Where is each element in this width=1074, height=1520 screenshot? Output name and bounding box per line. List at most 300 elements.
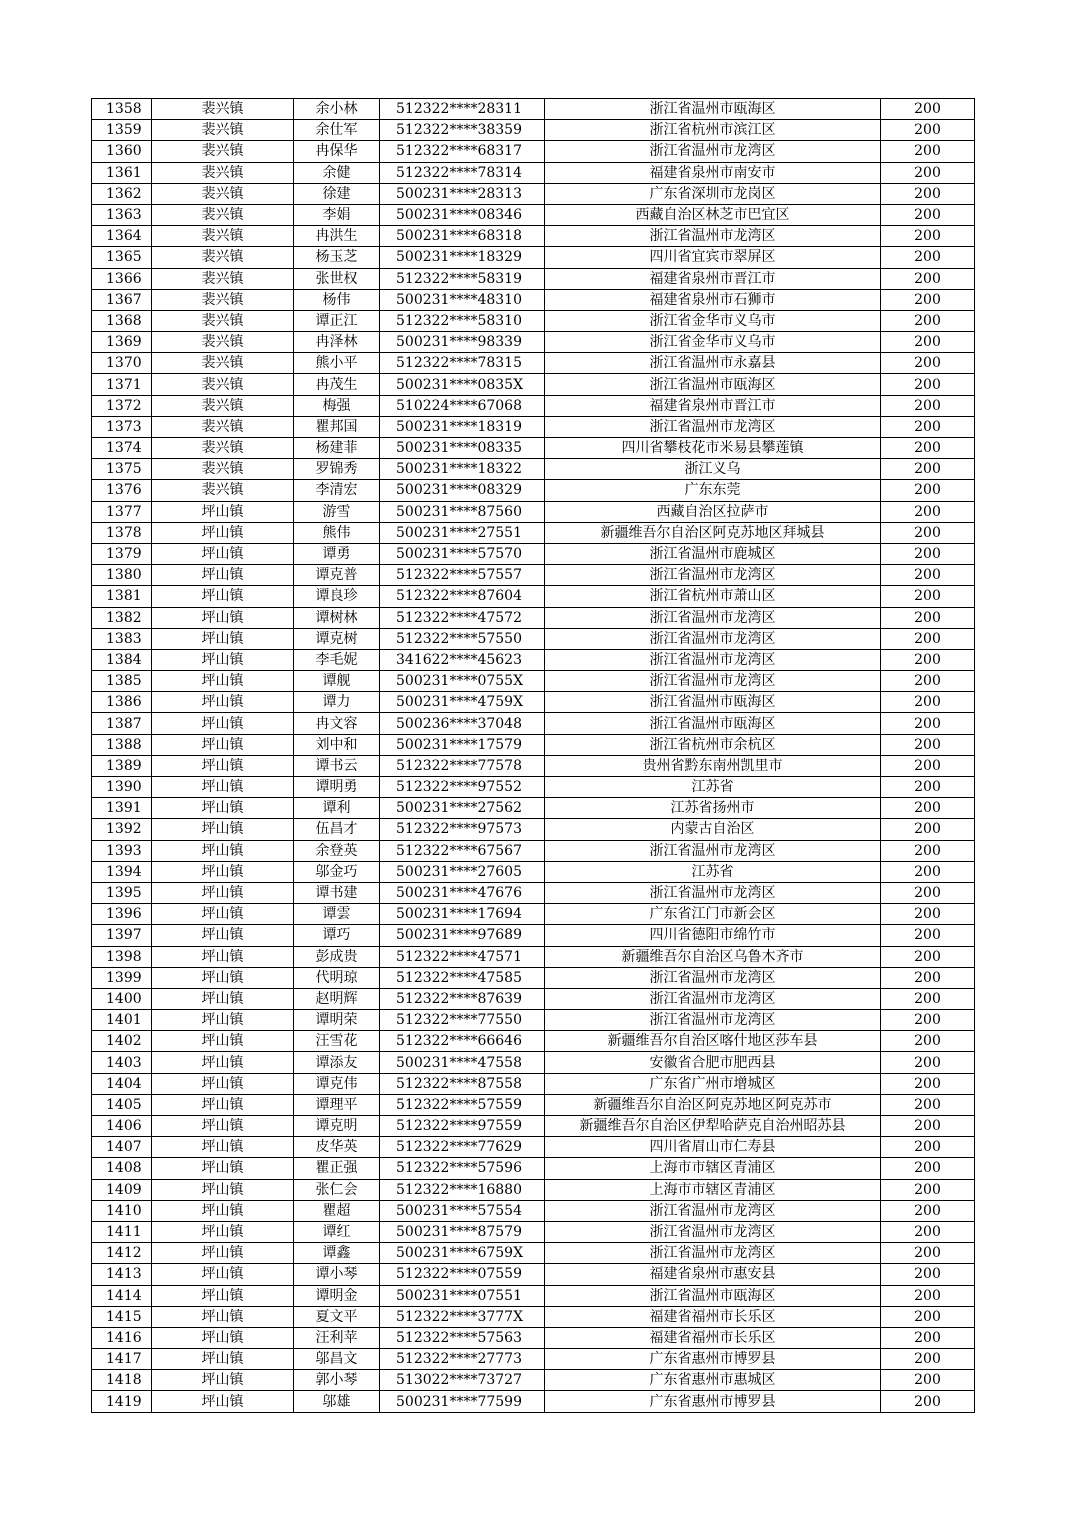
amount-cell: 200 <box>881 1073 975 1094</box>
town-cell: 坪山镇 <box>152 1306 294 1327</box>
id-number-cell: 500231****18329 <box>380 247 545 268</box>
work-location-cell: 福建省泉州市南安市 <box>545 162 881 183</box>
town-cell: 坪山镇 <box>152 798 294 819</box>
town-cell: 裴兴镇 <box>152 204 294 225</box>
table-row <box>92 586 975 607</box>
work-location-cell: 福建省福州市长乐区 <box>545 1306 881 1327</box>
id-number-cell: 512322****47571 <box>380 946 545 967</box>
amount-cell: 200 <box>881 1116 975 1137</box>
row-number-cell: 1399 <box>92 967 152 988</box>
id-number-cell: 500231****18322 <box>380 459 545 480</box>
table-row <box>92 1200 975 1221</box>
table-row <box>92 798 975 819</box>
person-name-cell: 谭红 <box>294 1221 380 1242</box>
row-number-cell: 1409 <box>92 1179 152 1200</box>
town-cell: 坪山镇 <box>152 522 294 543</box>
person-name-cell: 瞿超 <box>294 1200 380 1221</box>
id-number-cell: 512322****07559 <box>380 1264 545 1285</box>
work-location-cell: 四川省宜宾市翠屏区 <box>545 247 881 268</box>
town-cell: 裴兴镇 <box>152 120 294 141</box>
table-row <box>92 1010 975 1031</box>
person-name-cell: 余健 <box>294 162 380 183</box>
row-number-cell: 1401 <box>92 1010 152 1031</box>
town-cell: 坪山镇 <box>152 1285 294 1306</box>
id-number-cell: 500231****17579 <box>380 734 545 755</box>
id-number-cell: 500231****17694 <box>380 904 545 925</box>
amount-cell: 200 <box>881 713 975 734</box>
person-name-cell: 谭明荣 <box>294 1010 380 1031</box>
person-name-cell: 瞿邦国 <box>294 416 380 437</box>
amount-cell: 200 <box>881 904 975 925</box>
id-number-cell: 512322****78315 <box>380 353 545 374</box>
row-number-cell: 1412 <box>92 1243 152 1264</box>
person-name-cell: 余仕军 <box>294 120 380 141</box>
id-number-cell: 500231****27562 <box>380 798 545 819</box>
amount-cell: 200 <box>881 671 975 692</box>
row-number-cell: 1391 <box>92 798 152 819</box>
person-name-cell: 瞿正强 <box>294 1158 380 1179</box>
town-cell: 坪山镇 <box>152 1370 294 1391</box>
person-name-cell: 代明琼 <box>294 967 380 988</box>
amount-cell: 200 <box>881 1094 975 1115</box>
person-name-cell: 邬昌文 <box>294 1349 380 1370</box>
amount-cell: 200 <box>881 395 975 416</box>
work-location-cell: 广东省惠州市博罗县 <box>545 1349 881 1370</box>
person-name-cell: 皮华英 <box>294 1137 380 1158</box>
person-name-cell: 谭明金 <box>294 1285 380 1306</box>
work-location-cell: 西藏自治区拉萨市 <box>545 501 881 522</box>
work-location-cell: 上海市市辖区青浦区 <box>545 1158 881 1179</box>
id-number-cell: 500231****08346 <box>380 204 545 225</box>
town-cell: 坪山镇 <box>152 946 294 967</box>
amount-cell: 200 <box>881 755 975 776</box>
work-location-cell: 新疆维吾尔自治区阿克苏地区拜城县 <box>545 522 881 543</box>
person-name-cell: 杨建菲 <box>294 438 380 459</box>
town-cell: 坪山镇 <box>152 1221 294 1242</box>
person-name-cell: 谭雲 <box>294 904 380 925</box>
town-cell: 坪山镇 <box>152 1327 294 1348</box>
work-location-cell: 江苏省 <box>545 777 881 798</box>
row-number-cell: 1390 <box>92 777 152 798</box>
table-row <box>92 543 975 564</box>
work-location-cell: 江苏省扬州市 <box>545 798 881 819</box>
row-number-cell: 1384 <box>92 649 152 670</box>
work-location-cell: 浙江省温州市龙湾区 <box>545 967 881 988</box>
id-number-cell: 512322****68317 <box>380 141 545 162</box>
id-number-cell: 512322****87604 <box>380 586 545 607</box>
town-cell: 坪山镇 <box>152 882 294 903</box>
amount-cell: 200 <box>881 607 975 628</box>
amount-cell: 200 <box>881 416 975 437</box>
table-row <box>92 1221 975 1242</box>
person-name-cell: 李娟 <box>294 204 380 225</box>
work-location-cell: 浙江省温州市龙湾区 <box>545 141 881 162</box>
row-number-cell: 1373 <box>92 416 152 437</box>
work-location-cell: 广东省惠州市博罗县 <box>545 1391 881 1412</box>
person-name-cell: 谭书建 <box>294 882 380 903</box>
id-number-cell: 512322****57563 <box>380 1327 545 1348</box>
town-cell: 坪山镇 <box>152 1200 294 1221</box>
table-row <box>92 819 975 840</box>
amount-cell: 200 <box>881 1264 975 1285</box>
row-number-cell: 1407 <box>92 1137 152 1158</box>
row-number-cell: 1381 <box>92 586 152 607</box>
table-row <box>92 99 975 120</box>
amount-cell: 200 <box>881 120 975 141</box>
person-name-cell: 汪雪花 <box>294 1031 380 1052</box>
table-row <box>92 438 975 459</box>
table-row <box>92 1391 975 1412</box>
table-row <box>92 1116 975 1137</box>
amount-cell: 200 <box>881 1158 975 1179</box>
table-row <box>92 1094 975 1115</box>
person-name-cell: 谭树林 <box>294 607 380 628</box>
amount-cell: 200 <box>881 649 975 670</box>
person-name-cell: 夏文平 <box>294 1306 380 1327</box>
town-cell: 坪山镇 <box>152 501 294 522</box>
table-row <box>92 755 975 776</box>
person-name-cell: 张世权 <box>294 268 380 289</box>
id-number-cell: 500231****87579 <box>380 1221 545 1242</box>
amount-cell: 200 <box>881 946 975 967</box>
id-number-cell: 500231****47558 <box>380 1052 545 1073</box>
town-cell: 坪山镇 <box>152 1391 294 1412</box>
town-cell: 坪山镇 <box>152 649 294 670</box>
id-number-cell: 512322****57550 <box>380 628 545 649</box>
id-number-cell: 500231****27551 <box>380 522 545 543</box>
table-row <box>92 289 975 310</box>
person-name-cell: 谭克普 <box>294 565 380 586</box>
amount-cell: 200 <box>881 1370 975 1391</box>
work-location-cell: 四川省眉山市仁寿县 <box>545 1137 881 1158</box>
table-row <box>92 141 975 162</box>
id-number-cell: 512322****77550 <box>380 1010 545 1031</box>
row-number-cell: 1377 <box>92 501 152 522</box>
amount-cell: 200 <box>881 353 975 374</box>
amount-cell: 200 <box>881 819 975 840</box>
id-number-cell: 512322****58319 <box>380 268 545 289</box>
id-number-cell: 500231****98339 <box>380 332 545 353</box>
town-cell: 坪山镇 <box>152 713 294 734</box>
id-number-cell: 500231****97689 <box>380 925 545 946</box>
town-cell: 裴兴镇 <box>152 289 294 310</box>
table-row <box>92 734 975 755</box>
person-name-cell: 邬金巧 <box>294 861 380 882</box>
row-number-cell: 1363 <box>92 204 152 225</box>
row-number-cell: 1388 <box>92 734 152 755</box>
row-number-cell: 1413 <box>92 1264 152 1285</box>
table-row <box>92 967 975 988</box>
person-name-cell: 张仁会 <box>294 1179 380 1200</box>
person-name-cell: 杨玉芝 <box>294 247 380 268</box>
amount-cell: 200 <box>881 268 975 289</box>
person-name-cell: 冉洪生 <box>294 226 380 247</box>
work-location-cell: 新疆维吾尔自治区阿克苏地区阿克苏市 <box>545 1094 881 1115</box>
row-number-cell: 1359 <box>92 120 152 141</box>
town-cell: 坪山镇 <box>152 692 294 713</box>
row-number-cell: 1419 <box>92 1391 152 1412</box>
town-cell: 坪山镇 <box>152 755 294 776</box>
row-number-cell: 1382 <box>92 607 152 628</box>
row-number-cell: 1370 <box>92 353 152 374</box>
row-number-cell: 1405 <box>92 1094 152 1115</box>
table-row <box>92 565 975 586</box>
table-row <box>92 162 975 183</box>
amount-cell: 200 <box>881 332 975 353</box>
work-location-cell: 新疆维吾尔自治区伊犁哈萨克自治州昭苏县 <box>545 1116 881 1137</box>
person-name-cell: 邬雄 <box>294 1391 380 1412</box>
id-number-cell: 512322****57557 <box>380 565 545 586</box>
town-cell: 裴兴镇 <box>152 374 294 395</box>
row-number-cell: 1387 <box>92 713 152 734</box>
row-number-cell: 1402 <box>92 1031 152 1052</box>
town-cell: 裴兴镇 <box>152 438 294 459</box>
row-number-cell: 1417 <box>92 1349 152 1370</box>
row-number-cell: 1362 <box>92 183 152 204</box>
amount-cell: 200 <box>881 1010 975 1031</box>
town-cell: 坪山镇 <box>152 1264 294 1285</box>
table-row <box>92 988 975 1009</box>
row-number-cell: 1408 <box>92 1158 152 1179</box>
row-number-cell: 1360 <box>92 141 152 162</box>
work-location-cell: 浙江省温州市瓯海区 <box>545 1285 881 1306</box>
row-number-cell: 1404 <box>92 1073 152 1094</box>
work-location-cell: 浙江省温州市龙湾区 <box>545 1010 881 1031</box>
amount-cell: 200 <box>881 925 975 946</box>
work-location-cell: 上海市市辖区青浦区 <box>545 1179 881 1200</box>
town-cell: 坪山镇 <box>152 1010 294 1031</box>
person-name-cell: 梅强 <box>294 395 380 416</box>
row-number-cell: 1418 <box>92 1370 152 1391</box>
town-cell: 裴兴镇 <box>152 459 294 480</box>
work-location-cell: 浙江省温州市龙湾区 <box>545 628 881 649</box>
amount-cell: 200 <box>881 861 975 882</box>
amount-cell: 200 <box>881 141 975 162</box>
amount-cell: 200 <box>881 99 975 120</box>
person-name-cell: 余小林 <box>294 99 380 120</box>
work-location-cell: 浙江省温州市瓯海区 <box>545 713 881 734</box>
town-cell: 坪山镇 <box>152 1031 294 1052</box>
id-number-cell: 500231****0755X <box>380 671 545 692</box>
id-number-cell: 500236****37048 <box>380 713 545 734</box>
id-number-cell: 512322****87639 <box>380 988 545 1009</box>
row-number-cell: 1410 <box>92 1200 152 1221</box>
amount-cell: 200 <box>881 522 975 543</box>
town-cell: 裴兴镇 <box>152 268 294 289</box>
id-number-cell: 500231****4759X <box>380 692 545 713</box>
table-row <box>92 226 975 247</box>
person-name-cell: 谭鑫 <box>294 1243 380 1264</box>
work-location-cell: 浙江省温州市龙湾区 <box>545 416 881 437</box>
row-number-cell: 1398 <box>92 946 152 967</box>
row-number-cell: 1367 <box>92 289 152 310</box>
id-number-cell: 500231****0835X <box>380 374 545 395</box>
work-location-cell: 福建省福州市长乐区 <box>545 1327 881 1348</box>
town-cell: 坪山镇 <box>152 586 294 607</box>
person-name-cell: 熊伟 <box>294 522 380 543</box>
table-row <box>92 1179 975 1200</box>
person-name-cell: 刘中和 <box>294 734 380 755</box>
table-row <box>92 1158 975 1179</box>
work-location-cell: 浙江省杭州市滨江区 <box>545 120 881 141</box>
amount-cell: 200 <box>881 840 975 861</box>
id-number-cell: 512322****16880 <box>380 1179 545 1200</box>
id-number-cell: 512322****97559 <box>380 1116 545 1137</box>
row-number-cell: 1361 <box>92 162 152 183</box>
amount-cell: 200 <box>881 798 975 819</box>
row-number-cell: 1380 <box>92 565 152 586</box>
id-number-cell: 512322****66646 <box>380 1031 545 1052</box>
amount-cell: 200 <box>881 777 975 798</box>
id-number-cell: 500231****47676 <box>380 882 545 903</box>
amount-cell: 200 <box>881 438 975 459</box>
row-number-cell: 1393 <box>92 840 152 861</box>
row-number-cell: 1375 <box>92 459 152 480</box>
table-row <box>92 840 975 861</box>
work-location-cell: 浙江省温州市龙湾区 <box>545 988 881 1009</box>
work-location-cell: 浙江省金华市义乌市 <box>545 310 881 331</box>
amount-cell: 200 <box>881 967 975 988</box>
work-location-cell: 浙江省温州市龙湾区 <box>545 607 881 628</box>
row-number-cell: 1383 <box>92 628 152 649</box>
table-row <box>92 247 975 268</box>
person-name-cell: 谭添友 <box>294 1052 380 1073</box>
person-name-cell: 冉保华 <box>294 141 380 162</box>
work-location-cell: 广东省广州市增城区 <box>545 1073 881 1094</box>
table-row <box>92 607 975 628</box>
town-cell: 裴兴镇 <box>152 310 294 331</box>
amount-cell: 200 <box>881 480 975 501</box>
amount-cell: 200 <box>881 1137 975 1158</box>
town-cell: 裴兴镇 <box>152 395 294 416</box>
work-location-cell: 浙江省杭州市萧山区 <box>545 586 881 607</box>
person-name-cell: 谭勇 <box>294 543 380 564</box>
town-cell: 坪山镇 <box>152 543 294 564</box>
town-cell: 坪山镇 <box>152 1349 294 1370</box>
town-cell: 坪山镇 <box>152 1243 294 1264</box>
id-number-cell: 510224****67068 <box>380 395 545 416</box>
id-number-cell: 500231****57554 <box>380 1200 545 1221</box>
town-cell: 坪山镇 <box>152 819 294 840</box>
person-name-cell: 谭克明 <box>294 1116 380 1137</box>
work-location-cell: 贵州省黔东南州凯里市 <box>545 755 881 776</box>
row-number-cell: 1372 <box>92 395 152 416</box>
id-number-cell: 500231****57570 <box>380 543 545 564</box>
id-number-cell: 500231****18319 <box>380 416 545 437</box>
town-cell: 裴兴镇 <box>152 247 294 268</box>
work-location-cell: 浙江省温州市瓯海区 <box>545 692 881 713</box>
work-location-cell: 内蒙古自治区 <box>545 819 881 840</box>
table-row <box>92 1243 975 1264</box>
table-row <box>92 692 975 713</box>
row-number-cell: 1366 <box>92 268 152 289</box>
town-cell: 坪山镇 <box>152 671 294 692</box>
amount-cell: 200 <box>881 247 975 268</box>
amount-cell: 200 <box>881 1285 975 1306</box>
table-row <box>92 501 975 522</box>
amount-cell: 200 <box>881 543 975 564</box>
person-name-cell: 谭小琴 <box>294 1264 380 1285</box>
amount-cell: 200 <box>881 226 975 247</box>
work-location-cell: 福建省泉州市惠安县 <box>545 1264 881 1285</box>
row-number-cell: 1414 <box>92 1285 152 1306</box>
row-number-cell: 1378 <box>92 522 152 543</box>
amount-cell: 200 <box>881 734 975 755</box>
row-number-cell: 1379 <box>92 543 152 564</box>
table-row <box>92 1031 975 1052</box>
person-name-cell: 谭利 <box>294 798 380 819</box>
row-number-cell: 1374 <box>92 438 152 459</box>
amount-cell: 200 <box>881 501 975 522</box>
row-number-cell: 1358 <box>92 99 152 120</box>
person-name-cell: 冉文容 <box>294 713 380 734</box>
amount-cell: 200 <box>881 1306 975 1327</box>
amount-cell: 200 <box>881 1349 975 1370</box>
table-row <box>92 671 975 692</box>
id-number-cell: 500231****77599 <box>380 1391 545 1412</box>
amount-cell: 200 <box>881 1200 975 1221</box>
id-number-cell: 500231****27605 <box>380 861 545 882</box>
table-row <box>92 925 975 946</box>
work-location-cell: 浙江省温州市龙湾区 <box>545 226 881 247</box>
work-location-cell: 浙江省温州市龙湾区 <box>545 649 881 670</box>
work-location-cell: 浙江省温州市龙湾区 <box>545 1200 881 1221</box>
work-location-cell: 浙江省温州市龙湾区 <box>545 1221 881 1242</box>
row-number-cell: 1394 <box>92 861 152 882</box>
table-row <box>92 120 975 141</box>
person-name-cell: 李毛妮 <box>294 649 380 670</box>
work-location-cell: 西藏自治区林芝市巴宜区 <box>545 204 881 225</box>
person-name-cell: 谭理平 <box>294 1094 380 1115</box>
table-row <box>92 713 975 734</box>
work-location-cell: 浙江省温州市龙湾区 <box>545 882 881 903</box>
id-number-cell: 500231****87560 <box>380 501 545 522</box>
id-number-cell: 512322****77629 <box>380 1137 545 1158</box>
work-location-cell: 广东省深圳市龙岗区 <box>545 183 881 204</box>
work-location-cell: 浙江省温州市鹿城区 <box>545 543 881 564</box>
row-number-cell: 1365 <box>92 247 152 268</box>
town-cell: 坪山镇 <box>152 925 294 946</box>
amount-cell: 200 <box>881 1179 975 1200</box>
person-name-cell: 谭明勇 <box>294 777 380 798</box>
person-name-cell: 谭书云 <box>294 755 380 776</box>
table-row <box>92 1264 975 1285</box>
table-row <box>92 1052 975 1073</box>
table-row <box>92 332 975 353</box>
id-number-cell: 513022****73727 <box>380 1370 545 1391</box>
amount-cell: 200 <box>881 183 975 204</box>
town-cell: 坪山镇 <box>152 967 294 988</box>
work-location-cell: 福建省泉州市石狮市 <box>545 289 881 310</box>
person-name-cell: 游雪 <box>294 501 380 522</box>
person-name-cell: 徐建 <box>294 183 380 204</box>
town-cell: 坪山镇 <box>152 734 294 755</box>
town-cell: 坪山镇 <box>152 607 294 628</box>
work-location-cell: 新疆维吾尔自治区乌鲁木齐市 <box>545 946 881 967</box>
id-number-cell: 500231****28313 <box>380 183 545 204</box>
table-row <box>92 374 975 395</box>
amount-cell: 200 <box>881 1221 975 1242</box>
town-cell: 坪山镇 <box>152 1137 294 1158</box>
town-cell: 坪山镇 <box>152 904 294 925</box>
town-cell: 坪山镇 <box>152 988 294 1009</box>
work-location-cell: 广东东莞 <box>545 480 881 501</box>
amount-cell: 200 <box>881 988 975 1009</box>
person-name-cell: 汪利苹 <box>294 1327 380 1348</box>
roster-table <box>91 98 975 1413</box>
town-cell: 裴兴镇 <box>152 480 294 501</box>
town-cell: 坪山镇 <box>152 628 294 649</box>
